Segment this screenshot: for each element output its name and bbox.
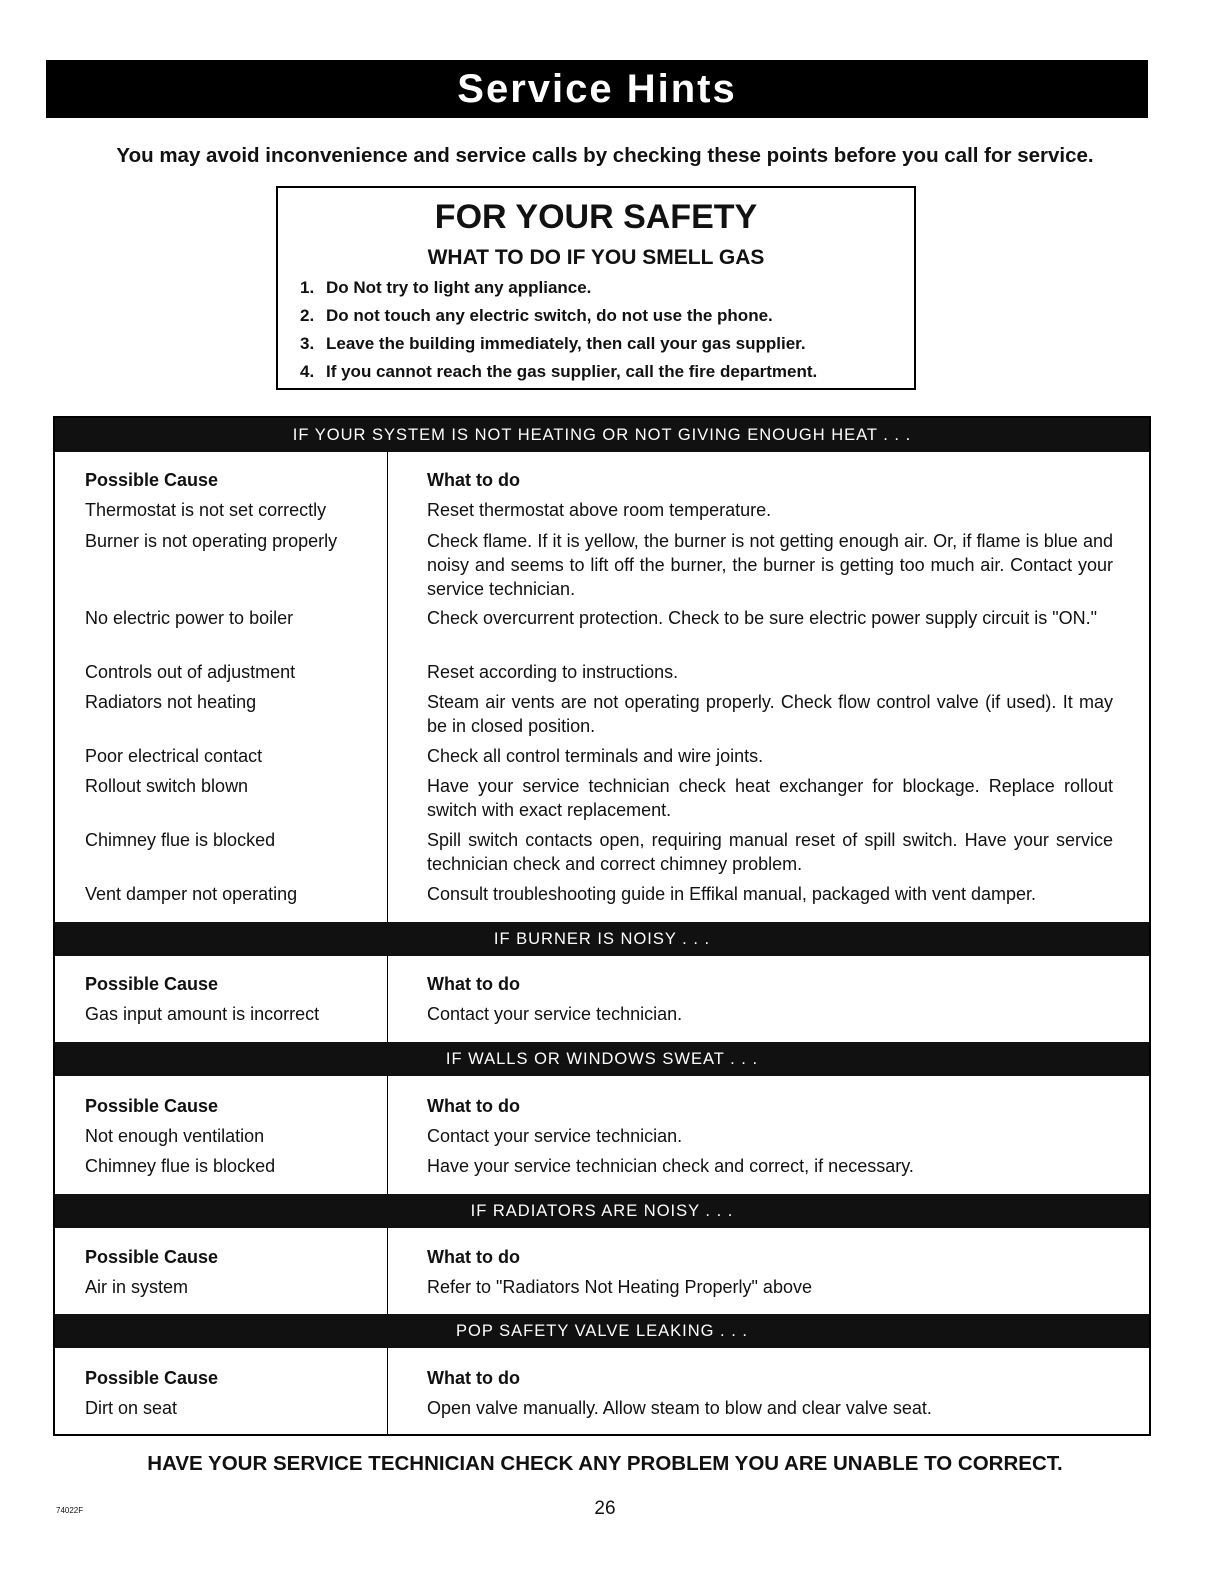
column-divider: [387, 1228, 388, 1314]
cause-cell: Not enough ventilation: [85, 1126, 265, 1146]
cause-header: Possible Cause: [85, 470, 219, 490]
todo-cell: Check flame. If it is yellow, the burner is not getting enough air. Or, if flame is blue and noisy and seems to lift off the burner, the burner is getting too much air. Contact your service technician.: [427, 531, 1113, 599]
column-divider: [387, 1348, 388, 1436]
todo-cell: Open valve manually. Allow steam to blow and clear valve seat.: [427, 1398, 932, 1418]
cause-cell: Thermostat is not set correctly: [85, 500, 327, 520]
cause-header: Possible Cause: [85, 1247, 219, 1267]
cause-cell: No electric power to boiler: [85, 608, 294, 628]
todo-cell: Check all control terminals and wire joints.: [427, 746, 764, 766]
safety-list: [300, 274, 817, 386]
todo-cell: Steam air vents are not operating properly. Check flow control valve (if used). It may be in closed position.: [427, 692, 1113, 736]
todo-cell: Reset thermostat above room temperature.: [427, 500, 772, 520]
todo-header: What to do: [427, 470, 520, 490]
todo-cell: Reset according to instructions.: [427, 662, 679, 682]
cause-cell: Radiators not heating: [85, 692, 257, 712]
cause-cell: Air in system: [85, 1277, 189, 1297]
safety-item: 3. Leave the building immediately, then call your gas supplier.: [300, 334, 806, 353]
column-divider: [387, 1076, 388, 1194]
section-heading: IF RADIATORS ARE NOISY . . .: [55, 1194, 1149, 1228]
safety-item: 4. If you cannot reach the gas supplier, call the fire department.: [300, 362, 818, 381]
cause-cell: Dirt on seat: [85, 1398, 178, 1418]
column-divider: [387, 956, 388, 1042]
todo-cell: Spill switch contacts open, requiring manual reset of spill switch. Have your service technician check and correct chimney problem.: [427, 830, 1113, 874]
section-heading: IF WALLS OR WINDOWS SWEAT . . .: [55, 1042, 1149, 1076]
cause-cell: Rollout switch blown: [85, 776, 249, 796]
todo-header: What to do: [427, 974, 520, 994]
cause-cell: Chimney flue is blocked: [85, 1156, 276, 1176]
safety-title: FOR YOUR SAFETY: [434, 198, 758, 236]
todo-cell: Contact your service technician.: [427, 1004, 683, 1024]
todo-cell: Check overcurrent protection. Check to be sure electric power supply circuit is "ON.": [427, 608, 1098, 628]
cause-header: Possible Cause: [85, 1368, 219, 1388]
document-code: 74022F: [56, 1506, 84, 1515]
todo-cell: Have your service technician check and correct, if necessary.: [427, 1156, 914, 1176]
cause-header: Possible Cause: [85, 974, 219, 994]
section-heading: IF YOUR SYSTEM IS NOT HEATING OR NOT GIVING ENOUGH HEAT . . .: [55, 418, 1149, 452]
section-heading: POP SAFETY VALVE LEAKING . . .: [55, 1314, 1149, 1348]
cause-cell: Poor electrical contact: [85, 746, 263, 766]
cause-cell: Chimney flue is blocked: [85, 830, 276, 850]
todo-cell: Refer to "Radiators Not Heating Properly" above: [427, 1277, 812, 1297]
troubleshooting-table: [53, 416, 1151, 1436]
page-number: 26: [594, 1498, 616, 1519]
column-divider: [387, 452, 388, 922]
todo-header: What to do: [427, 1096, 520, 1116]
page-title: Service Hints: [46, 60, 1148, 118]
todo-cell: Have your service technician check heat exchanger for blockage. Replace rollout switch with exact replacement.: [427, 776, 1113, 820]
cause-header: Possible Cause: [85, 1096, 219, 1116]
todo-cell: Contact your service technician.: [427, 1126, 683, 1146]
todo-header: What to do: [427, 1368, 520, 1388]
safety-item: 2. Do not touch any electric switch, do not use the phone.: [300, 306, 773, 325]
cause-cell: Controls out of adjustment: [85, 662, 296, 682]
cause-cell: Vent damper not operating: [85, 884, 298, 904]
todo-header: What to do: [427, 1247, 520, 1267]
cause-cell: Burner is not operating properly: [85, 531, 338, 551]
safety-box: [276, 186, 916, 390]
footer-note: HAVE YOUR SERVICE TECHNICIAN CHECK ANY PROBLEM YOU ARE UNABLE TO CORRECT.: [147, 1452, 1063, 1475]
todo-cell: Consult troubleshooting guide in Effikal manual, packaged with vent damper.: [427, 884, 1037, 904]
safety-subtitle: WHAT TO DO IF YOU SMELL GAS: [427, 246, 765, 269]
cause-cell: Gas input amount is incorrect: [85, 1004, 320, 1024]
section-heading: IF BURNER IS NOISY . . .: [55, 922, 1149, 956]
safety-item: 1. Do Not try to light any appliance.: [300, 278, 592, 297]
intro-text: You may avoid inconvenience and service calls by checking these points before you call for service.: [116, 144, 1094, 167]
